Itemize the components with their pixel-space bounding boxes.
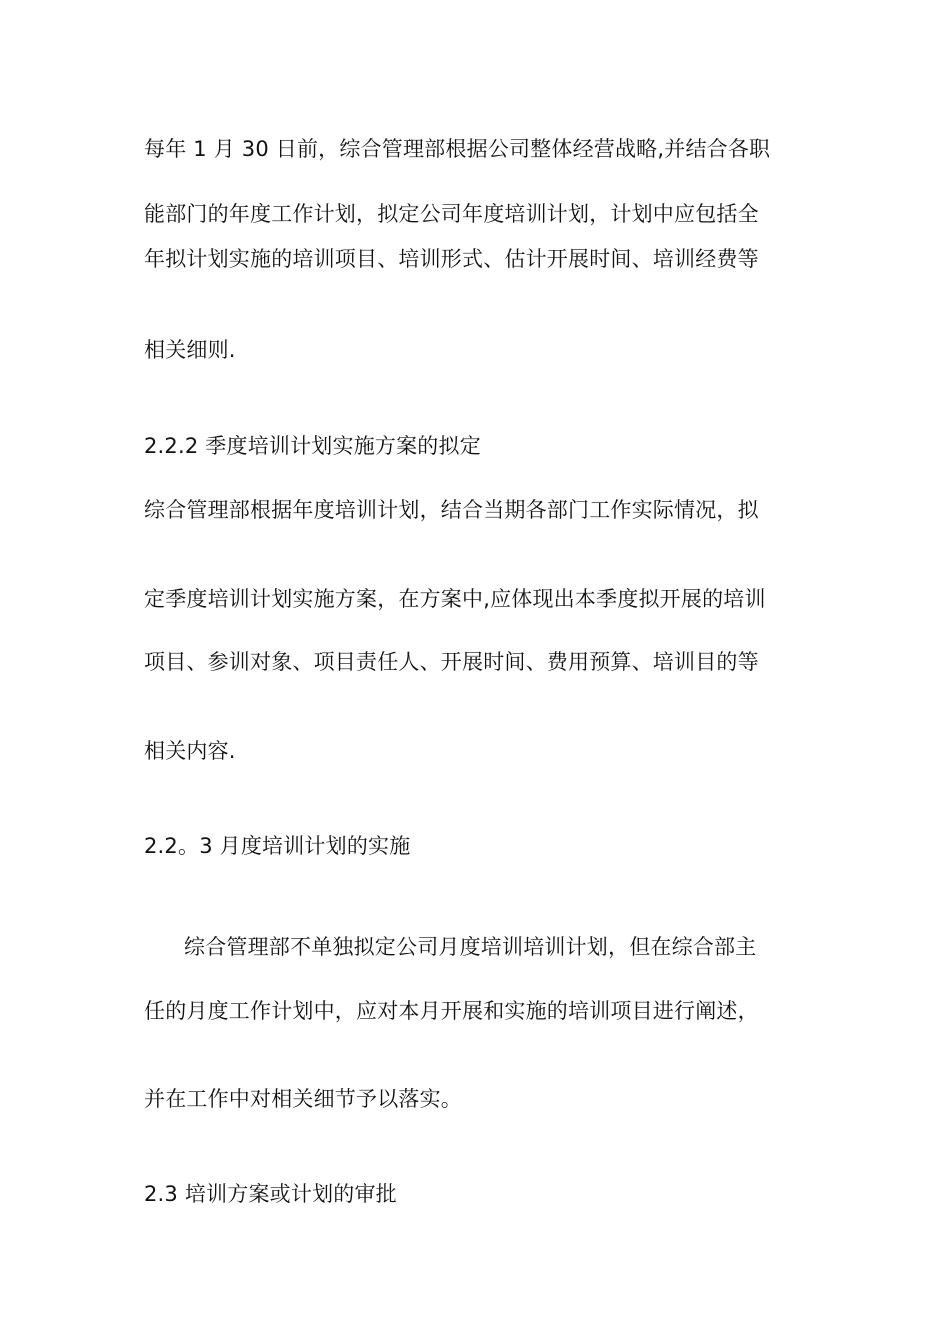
paragraph-line: 项目、参训对象、项目责任人、开展时间、费用预算、培训目的等 (144, 650, 759, 674)
paragraph-line: 相关内容. (144, 739, 236, 763)
paragraph-line: 综合管理部不单独拟定公司月度培训培训计划，但在综合部主 (184, 935, 757, 959)
paragraph-line: 并在工作中对相关细节予以落实。 (144, 1087, 462, 1111)
section-heading: 2.2.2 季度培训计划实施方案的拟定 (144, 434, 481, 458)
paragraph-line: 能部门的年度工作计划，拟定公司年度培训计划，计划中应包括全 (144, 202, 759, 226)
section-heading: 2.3 培训方案或计划的审批 (144, 1182, 397, 1206)
section-heading: 2.2。3 月度培训计划的实施 (144, 834, 411, 858)
paragraph-line: 每年 1 月 30 日前，综合管理部根据公司整体经营战略,并结合各职 (144, 137, 771, 161)
paragraph-line: 任的月度工作计划中，应对本月开展和实施的培训项目进行阐述， (144, 999, 759, 1023)
paragraph-line: 相关细则. (144, 338, 236, 362)
paragraph-line: 定季度培训计划实施方案，在方案中,应体现出本季度拟开展的培训 (144, 587, 766, 611)
paragraph-line: 综合管理部根据年度培训计划，结合当期各部门工作实际情况，拟 (144, 498, 759, 522)
paragraph-line: 年拟计划实施的培训项目、培训形式、估计开展时间、培训经费等 (144, 247, 759, 271)
